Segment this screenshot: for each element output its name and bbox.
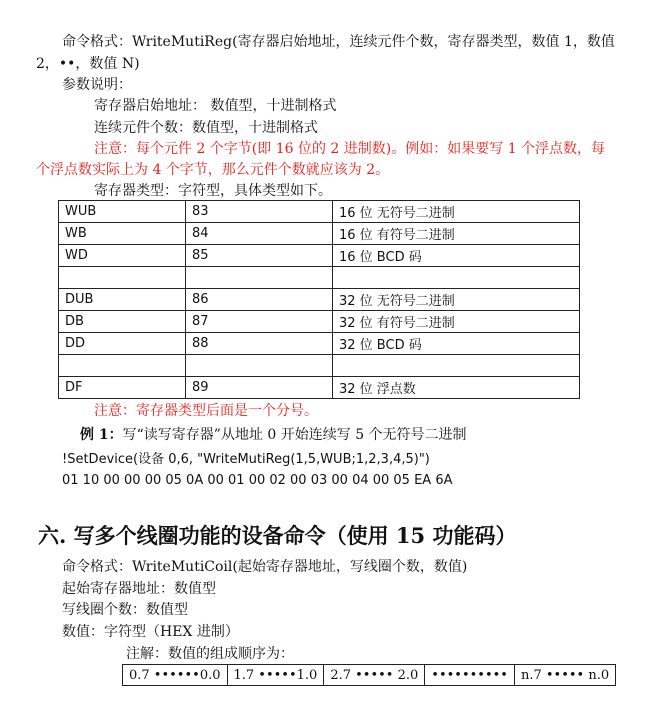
desc-cell: 32 位 有符号二进制: [333, 311, 580, 333]
coil-start-reg: 起始寄存器地址：数值型: [62, 581, 216, 597]
table-row: [59, 245, 580, 267]
type-cell: WUB: [59, 201, 186, 223]
section-heading: 六. 写多个线圈功能的设备命令（使用 15 功能码）: [38, 523, 517, 548]
order-cell: 2.7 ••••• 2.0: [324, 665, 425, 686]
table-row: [59, 333, 580, 355]
type-cell: WB: [59, 223, 186, 245]
type-cell: DD: [59, 333, 186, 355]
desc-cell: [333, 267, 580, 289]
order-cell: n.7 ••••• n.0: [514, 665, 615, 686]
note-bytes-line2: 个浮点数实际上为 4 个字节，那么元件个数就应该为 2。: [36, 162, 390, 178]
order-cell: 0.7 ••••••0.0: [123, 665, 228, 686]
register-type-table: [58, 200, 580, 399]
order-cell: ••••••••••: [425, 665, 515, 686]
code-cell: 84: [186, 223, 333, 245]
desc-cell: 16 位 有符号二进制: [333, 223, 580, 245]
coil-count: 写线圈个数：数值型: [62, 602, 188, 618]
table-row: [59, 355, 580, 377]
code-cell: [186, 355, 333, 377]
coil-note: 注解：数值的组成顺序为：: [126, 646, 294, 662]
note-semicolon: 注意：寄存器类型后面是一个分号。: [94, 403, 318, 419]
table-row: [59, 223, 580, 245]
code-cell: 83: [186, 201, 333, 223]
code-cell: 89: [186, 377, 333, 399]
params-title: 参数说明：: [62, 77, 132, 93]
coil-cmd-format: 命令格式：WriteMutiCoil(起始寄存器地址，写线圈个数，数值): [62, 559, 468, 575]
code-cell: 88: [186, 333, 333, 355]
example-line: [80, 426, 467, 444]
type-cell: DUB: [59, 289, 186, 311]
order-cell: 1.7 •••••1.0: [227, 665, 324, 686]
example-hex: 01 10 00 00 00 05 0A 00 01 00 02 00 03 00 04 00 05 EA 6A: [62, 473, 453, 488]
table-row: [59, 377, 580, 399]
type-cell: [59, 267, 186, 289]
desc-cell: 16 位 无符号二进制: [333, 201, 580, 223]
cmd-format-line2: 2，••，数值 N): [36, 56, 140, 72]
example-text: 写“读写寄存器”从地址 0 开始连续写 5 个无符号二进制: [122, 427, 467, 443]
table-row: [59, 289, 580, 311]
desc-cell: 16 位 BCD 码: [333, 245, 580, 267]
table-row: [59, 311, 580, 333]
coil-value: 数值：字符型（HEX 进制）: [62, 624, 239, 640]
code-cell: 86: [186, 289, 333, 311]
note-bytes-line1: 注意：每个元件 2 个字节(即 16 位的 2 进制数)。例如：如果要写 1 个浮点数，每: [94, 141, 606, 157]
table-row: [59, 267, 580, 289]
value-order-table: [122, 664, 616, 686]
param-start-addr: 寄存器启始地址： 数值型，十进制格式: [94, 98, 337, 114]
desc-cell: 32 位 无符号二进制: [333, 289, 580, 311]
type-cell: DB: [59, 311, 186, 333]
table-row: [59, 201, 580, 223]
param-register-type: 寄存器类型：字符型，具体类型如下。: [94, 183, 332, 199]
param-count: 连续元件个数：数值型，十进制格式: [94, 120, 318, 136]
type-cell: DF: [59, 377, 186, 399]
code-cell: [186, 267, 333, 289]
example-label: 例 1：: [80, 427, 123, 443]
type-cell: WD: [59, 245, 186, 267]
desc-cell: [333, 355, 580, 377]
desc-cell: 32 位 BCD 码: [333, 333, 580, 355]
example-code: !SetDevice(设备 0,6, "WriteMutiReg(1,5,WUB;1,2,3,4,5)"): [62, 452, 430, 467]
desc-cell: 32 位 浮点数: [333, 377, 580, 399]
code-cell: 85: [186, 245, 333, 267]
cmd-format-line1: 命令格式：WriteMutiReg(寄存器启始地址，连续元件个数，寄存器类型，数值 1，数值: [62, 34, 615, 50]
code-cell: 87: [186, 311, 333, 333]
type-cell: [59, 355, 186, 377]
